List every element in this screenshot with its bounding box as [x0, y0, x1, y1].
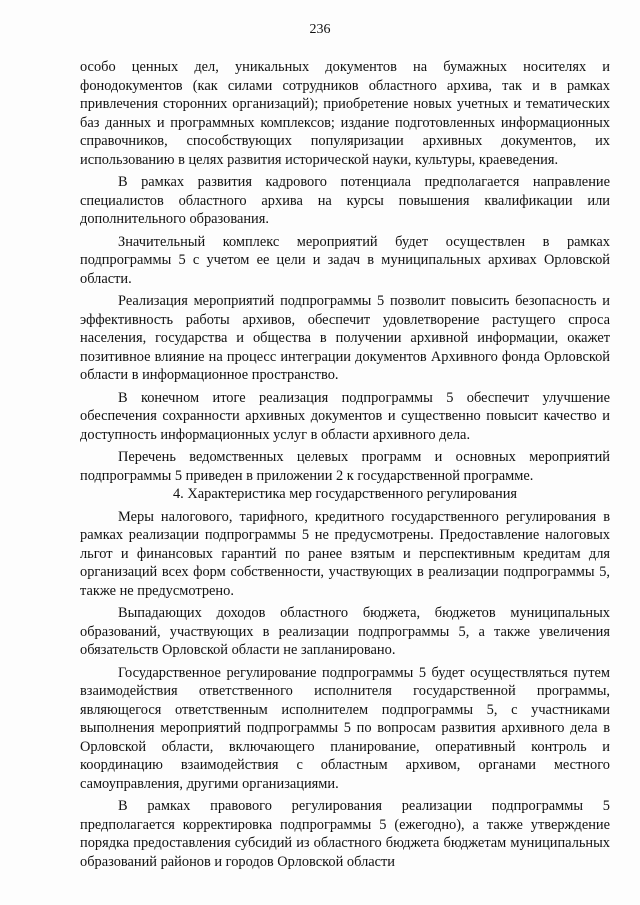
paragraph: Перечень ведомственных целевых программ и основных мероприятий подпрограммы 5 приведен в приложении 2 к государственной программе. [80, 449, 610, 484]
paragraph: Реализация мероприятий подпрограммы 5 позволит повысить безопасность и эффективность работы архивов, обеспечит удовлетворение растущего спроса населения, государства и общества в получении архивной информации, окажет позитивное влияние на процесс интеграции документов Архивного фонда Орловской области в информационное пространство. [80, 293, 610, 383]
section-heading: 4. Характеристика мер государственного регулирования [172, 486, 518, 502]
paragraph: особо ценных дел, уникальных документов на бумажных носителях и фонодокументов (как силами сотрудников областного архива, так и в рамках привлечения сторонних организаций); приобретение новых учетных и тематических баз данных и программных комплексов; издание подготовленных информационных справочников, способствующих популяризации архивных документов, их использованию в целях развития исторической науки, культуры, краеведения. [80, 59, 610, 168]
paragraph: В рамках развития кадрового потенциала предполагается направление специалистов областного архива на курсы повышения квалификации или дополнительного образования. [80, 174, 610, 227]
paragraph: Значительный комплекс мероприятий будет осуществлен в рамках подпрограммы 5 с учетом ее цели и задач в муниципальных архивах Орловской области. [80, 233, 610, 287]
paragraph: Меры налогового, тарифного, кредитного государственного регулирования в рамках реализации подпрограммы 5 не предусмотрены. Предоставление налоговых льгот и финансовых гарантий по ранее взятым и перспективным кредитам для организаций всех форм собственности, участвующих в реализации подпрограммы 5, также не предусмотрено. [80, 508, 610, 599]
page-number: 236 [309, 22, 331, 37]
paragraph: Выпадающих доходов областного бюджета, бюджетов муниципальных образований, участвующих в реализации подпрограммы 5, а также увеличения обязательств Орловской области не запланировано. [80, 605, 610, 658]
paragraph: Государственное регулирование подпрограммы 5 будет осуществляться путем взаимодействия ответственного исполнителя государственной программы, являющегося ответственным исполнителем подпрограммы 5, с участниками выполнения мероприятий подпрограммы 5 по вопросам развития архивного дела в Орловской области, включающего планирование, оперативный контроль и координацию взаимодействия с областным архивом, органами местного самоуправления, другими организациями. [80, 664, 610, 792]
paragraph: В рамках правового регулирования реализации подпрограммы 5 предполагается корректировка подпрограммы 5 (ежегодно), а также утверждение порядка предоставления субсидий из областного бюджета бюджетам муниципальных образований районов и городов Орловской области [80, 798, 610, 870]
document-body [80, 58, 610, 871]
paragraph: В конечном итоге реализация подпрограммы 5 обеспечит улучшение обеспечения сохранности архивных документов и существенно повысит качество и доступность информационных услуг в области архивного дела. [80, 389, 610, 443]
